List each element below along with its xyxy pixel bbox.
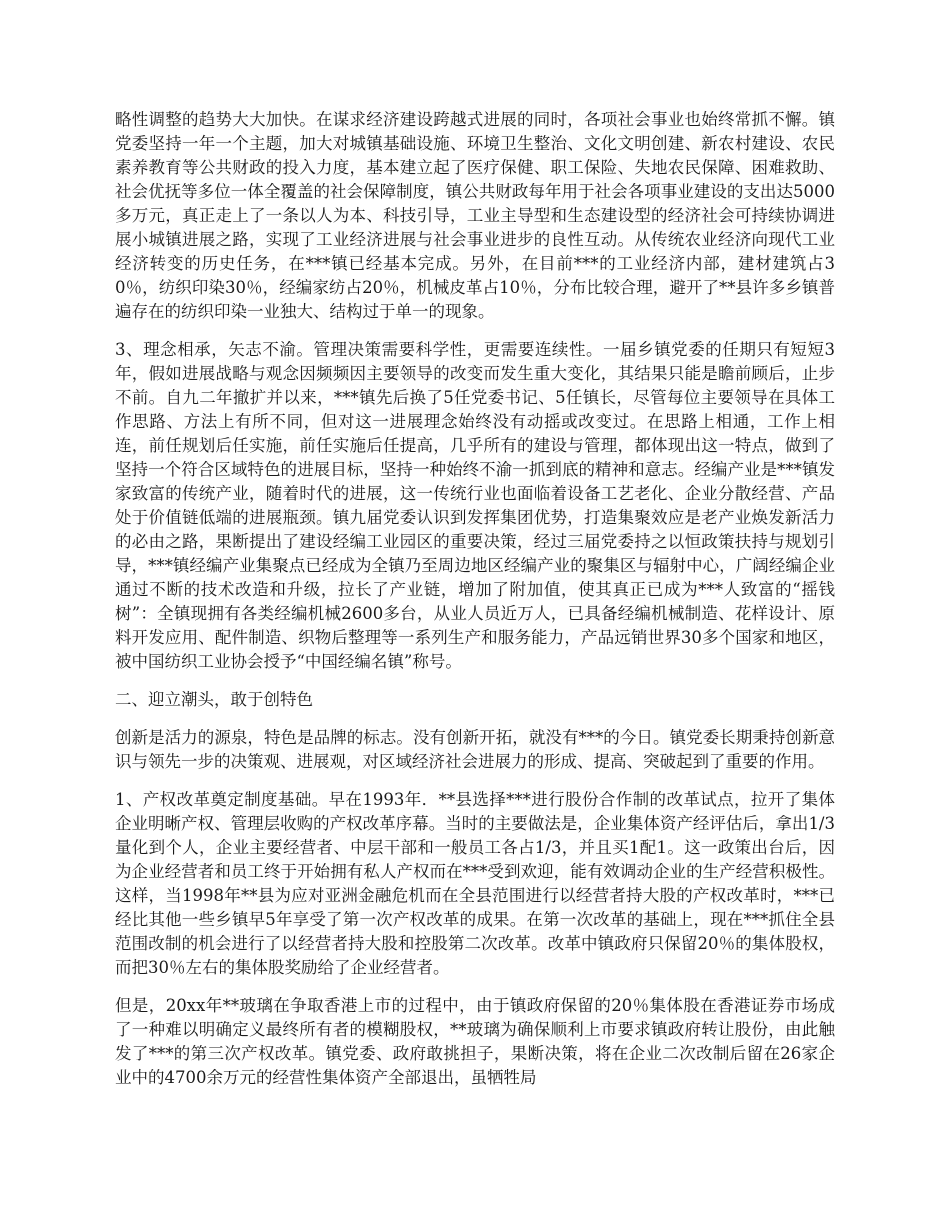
paragraph-innovation-intro: 创新是活力的源泉，特色是品牌的标志。没有创新开拓，就没有***的今日。镇党委长期秉持创新意识与领先一步的决策观、进展观，对区域经济社会进展力的形成、提高、突破起到了重要的作用。 bbox=[115, 728, 835, 771]
paragraph-property-reform: 1、产权改革奠定制度基础。早在1993年．**县选择***进行股份合作制的改革试点，拉开了集体企业明晰产权、管理层收购的产权改革序幕。当时的主要做法是，企业集体资产经评估后，拿出1/3量化到个人，企业主要经营者、中层干部和一般员工各占1/3，并且买1配1。这一政策出台后，因为企业经营者和员工终于开始拥有私人产权而在***受到欢迎，能有效调动企业的生产经营积极性。这样，当1998年**县为应对亚洲金融危机而在全县范围进行以经营者持大股的产权改革时，***已经比其他一些乡镇早5年享受了第一次产权改革的成果。在第一次改革的基础上，现在***抓住全县范围改制的机会进行了以经营者持大股和控股第二次改革。改革中镇政府只保留20％的集体股权，而把30％左右的集体股奖励给了企业经营者。 bbox=[115, 790, 835, 977]
section-heading-innovation: 二、迎立潮头，敢于创特色 bbox=[115, 690, 313, 709]
document-page bbox=[115, 108, 835, 1104]
paragraph-continuity-of-ideas: 3、理念相承，矢志不渝。管理决策需要科学性，更需要连续性。一届乡镇党委的任期只有短短3年，假如进展战略与观念因频频因主要领导的改变而发生重大变化，其结果只能是瞻前顾后，止步不前。自九二年撤扩并以来，***镇先后换了5任党委书记、5任镇长，尽管每位主要领导在具体工作思路、方法上有所不同，但对这一进展理念始终没有动摇或改变过。在思路上相通，工作上相连，前任规划后任实施，前任实施后任提高，几乎所有的建设与管理，都体现出这一特点，做到了坚持一个符合区域特色的进展目标，坚持一种始终不渝一抓到底的精神和意志。经编产业是***镇发家致富的传统产业，随着时代的进展，这一传统行业也面临着设备工艺老化、企业分散经营、产品处于价值链低端的进展瓶颈。镇九届党委认识到发挥集团优势，打造集聚效应是老产业焕发新活力的必由之路，果断提出了建设经编工业园区的重要决策，经过三届党委持之以恒政策扶持与规划引导，***镇经编产业集聚点已经成为全镇乃至周边地区经编产业的聚集区与辐射中心，广阔经编企业通过不断的技术改造和升级，拉长了产业链，增加了附加值，使其真正已成为***人致富的“摇钱树”：全镇现拥有各类经编机械2600多台，从业人员近万人，已具备经编机械制造、花样设计、原料开发应用、配件制造、织物后整理等一系列生产和服务能力，产品远销世界30多个国家和地区，被中国纺织工业协会授予“中国经编名镇”称号。 bbox=[115, 340, 835, 671]
paragraph-structural-adjustment: 略性调整的趋势大大加快。在谋求经济建设跨越式进展的同时，各项社会事业也始终常抓不懈。镇党委坚持一年一个主题，加大对城镇基础设施、环境卫生整治、文化文明创建、新农村建设、农民素养教育等公共财政的投入力度，基本建立起了医疗保健、职工保险、失地农民保障、困难救助、社会优抚等多位一体全覆盖的社会保障制度，镇公共财政每年用于社会各项事业建设的支出达5000多万元，真正走上了一条以人为本、科技引导，工业主导型和生态建设型的经济社会可持续协调进展小城镇进展之路，实现了工业经济进展与社会事业进步的良性互动。从传统农业经济向现代工业经济转变的历史任务，在***镇已经基本完成。另外，在目前***的工业经济内部，建材建筑占30％，纺织印染30％，经编家纺占20％，机械皮革占10％，分布比较合理，避开了**县许多乡镇普遍存在的纺织印染一业独大、结构过于单一的现象。 bbox=[115, 110, 835, 321]
paragraph-third-reform: 但是，20xx年**玻璃在争取香港上市的过程中，由于镇政府保留的20％集体股在香港证券市场成了一种难以明确定义最终所有者的模糊股权，**玻璃为确保顺利上市要求镇政府转让股份，由此触发了***的第三次产权改革。镇党委、政府敢挑担子，果断决策，将在企业二次改制后留在26家企业中的4700余万元的经营性集体资产全部退出，虽牺牲局 bbox=[115, 996, 835, 1087]
